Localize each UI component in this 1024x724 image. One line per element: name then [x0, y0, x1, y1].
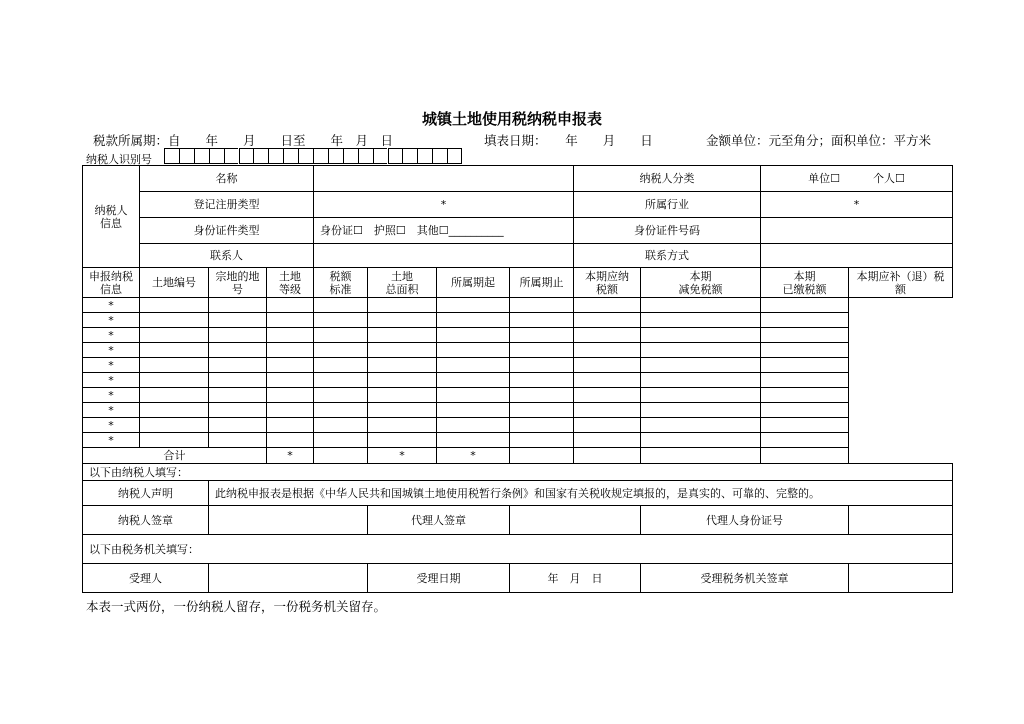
tin-digit-box[interactable] — [373, 148, 388, 164]
declaration-cell[interactable] — [368, 418, 437, 433]
column-header: 本期 减免税额 — [641, 268, 761, 298]
declaration-cell[interactable] — [368, 433, 437, 448]
total-mark-cell[interactable]: * — [437, 448, 510, 464]
column-header: 土地 总面积 — [368, 268, 437, 298]
declaration-cell[interactable] — [314, 373, 368, 388]
declaration-cell[interactable] — [368, 373, 437, 388]
declaration-cell[interactable] — [641, 343, 761, 358]
declaration-cell[interactable] — [510, 358, 574, 373]
name-label: 名称 — [140, 166, 314, 192]
contact-field[interactable] — [314, 244, 574, 268]
category-label: 纳税人分类 — [574, 166, 761, 192]
declaration-cell[interactable] — [368, 343, 437, 358]
declaration-cell[interactable] — [140, 358, 209, 373]
land-number-cell[interactable]: * — [83, 358, 140, 373]
tin-digit-box[interactable] — [209, 148, 224, 164]
declaration-cell[interactable] — [209, 388, 267, 403]
taxpayer-sign-field[interactable] — [209, 506, 368, 535]
declaration-cell[interactable] — [574, 358, 641, 373]
agent-sign-field[interactable] — [510, 506, 641, 535]
reg-type-label: 登记注册类型 — [140, 192, 314, 218]
declaration-cell[interactable] — [209, 298, 267, 313]
total-mark-cell[interactable]: * — [368, 448, 437, 464]
declaration-cell[interactable] — [140, 418, 209, 433]
declaration-form-table — [82, 165, 953, 593]
tin-digit-box[interactable] — [447, 148, 462, 164]
footnote: 本表一式两份，一份纳税人留存，一份税务机关留存。 — [86, 599, 387, 614]
receive-date-field[interactable]: 年 月 日 — [510, 564, 641, 593]
tin-digit-box[interactable] — [432, 148, 447, 164]
category-options[interactable]: 单位☐ 个人☐ — [761, 166, 953, 192]
tin-digit-box[interactable] — [239, 148, 254, 164]
declaration-cell[interactable] — [437, 433, 510, 448]
tin-digit-box[interactable] — [224, 148, 239, 164]
declaration-cell[interactable] — [641, 358, 761, 373]
declaration-cell[interactable] — [314, 418, 368, 433]
declaration-cell[interactable] — [510, 433, 574, 448]
tin-digit-box[interactable] — [402, 148, 417, 164]
declaration-cell[interactable] — [368, 358, 437, 373]
land-number-cell[interactable]: * — [83, 373, 140, 388]
reg-type-field[interactable]: * — [314, 192, 574, 218]
column-header: 宗地的地 号 — [209, 268, 267, 298]
declaration-row — [83, 373, 953, 388]
fill-date: 填表日期： 年 月 日 — [484, 133, 653, 148]
statement-label: 纳税人声明 — [83, 481, 209, 506]
declaration-cell[interactable] — [368, 298, 437, 313]
declaration-cell[interactable] — [314, 358, 368, 373]
declaration-cell[interactable] — [574, 373, 641, 388]
id-type-options[interactable]: 身份证☐ 护照☐ 其他☐__________ — [314, 218, 574, 244]
contact-method-field[interactable] — [761, 244, 953, 268]
tin-digit-box[interactable] — [194, 148, 209, 164]
land-number-cell[interactable]: * — [83, 418, 140, 433]
declaration-cell[interactable] — [437, 373, 510, 388]
land-number-cell[interactable]: * — [83, 313, 140, 328]
declaration-cell[interactable] — [574, 388, 641, 403]
declaration-cell[interactable] — [368, 403, 437, 418]
declaration-cell[interactable] — [140, 328, 209, 343]
declaration-cell[interactable] — [314, 343, 368, 358]
total-cell[interactable] — [574, 448, 641, 464]
id-no-label: 身份证件号码 — [574, 218, 761, 244]
declaration-cell[interactable] — [267, 418, 314, 433]
declaration-cell[interactable] — [140, 373, 209, 388]
agent-id-label: 代理人身份证号 — [641, 506, 849, 535]
declaration-row — [83, 313, 953, 328]
declaration-cell[interactable] — [761, 388, 849, 403]
declaration-cell[interactable] — [267, 298, 314, 313]
column-header: 本期 已缴税额 — [761, 268, 849, 298]
tin-digit-box[interactable] — [417, 148, 432, 164]
id-type-label: 身份证件类型 — [140, 218, 314, 244]
contact-method-label: 联系方式 — [574, 244, 761, 268]
declaration-cell[interactable] — [761, 313, 849, 328]
declaration-cell[interactable] — [761, 403, 849, 418]
receiver-label: 受理人 — [83, 564, 209, 593]
tin-digit-box[interactable] — [358, 148, 373, 164]
declaration-cell[interactable] — [510, 313, 574, 328]
agent-id-field[interactable] — [849, 506, 953, 535]
declaration-cell[interactable] — [267, 373, 314, 388]
declaration-row — [83, 388, 953, 403]
declaration-cell[interactable] — [761, 358, 849, 373]
declaration-cell[interactable] — [574, 403, 641, 418]
declaration-cell[interactable] — [641, 298, 761, 313]
column-header: 土地 等级 — [267, 268, 314, 298]
industry-label: 所属行业 — [574, 192, 761, 218]
declaration-cell[interactable] — [267, 388, 314, 403]
agent-sign-label: 代理人签章 — [368, 506, 510, 535]
tin-label: 纳税人识别号 — [86, 153, 152, 166]
declaration-cell[interactable] — [641, 313, 761, 328]
declaration-row — [83, 343, 953, 358]
authority-seal-label: 受理税务机关签章 — [641, 564, 849, 593]
total-mark-cell[interactable]: * — [267, 448, 314, 464]
receiver-field[interactable] — [209, 564, 368, 593]
declaration-cell[interactable] — [574, 313, 641, 328]
declaration-cell[interactable] — [314, 433, 368, 448]
declaration-cell[interactable] — [368, 313, 437, 328]
declaration-cell[interactable] — [641, 403, 761, 418]
declaration-cell[interactable] — [437, 328, 510, 343]
column-header: 本期应纳 税额 — [574, 268, 641, 298]
declaration-cell[interactable] — [314, 313, 368, 328]
declaration-cell[interactable] — [140, 433, 209, 448]
declaration-cell[interactable] — [437, 388, 510, 403]
declaration-cell[interactable] — [267, 343, 314, 358]
tin-digit-box[interactable] — [328, 148, 343, 164]
total-cell[interactable] — [641, 448, 761, 464]
land-number-cell[interactable]: * — [83, 388, 140, 403]
declaration-cell[interactable] — [641, 373, 761, 388]
declaration-cell[interactable] — [574, 433, 641, 448]
declaration-cell[interactable] — [209, 313, 267, 328]
declaration-cell[interactable] — [437, 403, 510, 418]
declaration-cell[interactable] — [641, 388, 761, 403]
declaration-cell[interactable] — [510, 328, 574, 343]
taxpayer-section-text: 纳税人 信息 — [94, 203, 128, 230]
declaration-cell[interactable] — [437, 358, 510, 373]
land-number-cell[interactable]: * — [83, 328, 140, 343]
contact-label: 联系人 — [140, 244, 314, 268]
column-header: 土地编号 — [140, 268, 209, 298]
declaration-cell[interactable] — [761, 418, 849, 433]
declaration-cell[interactable] — [510, 403, 574, 418]
declaration-cell[interactable] — [761, 373, 849, 388]
declaration-cell[interactable] — [140, 403, 209, 418]
declaration-cell[interactable] — [437, 298, 510, 313]
declaration-row — [83, 358, 953, 373]
declaration-cell[interactable] — [641, 433, 761, 448]
declaration-cell[interactable] — [510, 373, 574, 388]
land-number-cell[interactable]: * — [83, 403, 140, 418]
column-header: 本期应补（退）税 额 — [849, 268, 953, 298]
authority-seal-field[interactable] — [849, 564, 953, 593]
tin-digit-box[interactable] — [268, 148, 283, 164]
industry-field[interactable]: * — [761, 192, 953, 218]
declaration-row — [83, 403, 953, 418]
declaration-row — [83, 328, 953, 343]
declaration-row — [83, 298, 953, 313]
tin-digit-box[interactable] — [313, 148, 328, 164]
tin-digit-box[interactable] — [343, 148, 358, 164]
declaration-cell[interactable] — [574, 298, 641, 313]
declaration-cell[interactable] — [574, 328, 641, 343]
declaration-cell[interactable] — [574, 418, 641, 433]
declaration-cell[interactable] — [209, 358, 267, 373]
declaration-section-label — [83, 268, 140, 298]
declaration-row — [83, 418, 953, 433]
declaration-cell[interactable] — [209, 433, 267, 448]
declaration-cell[interactable] — [510, 298, 574, 313]
declaration-cell[interactable] — [209, 418, 267, 433]
taxpayer-section-label — [83, 166, 140, 268]
declaration-cell[interactable] — [510, 388, 574, 403]
declaration-cell[interactable] — [267, 358, 314, 373]
tin-digit-box[interactable] — [253, 148, 268, 164]
declaration-cell[interactable] — [314, 388, 368, 403]
id-no-field[interactable] — [761, 218, 953, 244]
declaration-cell[interactable] — [437, 418, 510, 433]
declaration-cell[interactable] — [267, 313, 314, 328]
taxpayer-sign-label: 纳税人签章 — [83, 506, 209, 535]
declaration-cell[interactable] — [314, 328, 368, 343]
declaration-cell[interactable] — [368, 388, 437, 403]
declaration-cell[interactable] — [761, 343, 849, 358]
declaration-cell[interactable] — [209, 373, 267, 388]
declaration-cell[interactable] — [140, 298, 209, 313]
units-note: 金额单位：元至角分；面积单位：平方米 — [706, 133, 932, 148]
declaration-cell[interactable] — [641, 418, 761, 433]
tin-digit-box[interactable] — [164, 148, 179, 164]
tin-digit-box[interactable] — [298, 148, 313, 164]
declaration-cell[interactable] — [761, 433, 849, 448]
column-header: 税额 标准 — [314, 268, 368, 298]
declaration-cell[interactable] — [437, 313, 510, 328]
declaration-cell[interactable] — [209, 403, 267, 418]
declaration-cell[interactable] — [140, 388, 209, 403]
statement-text: 此纳税申报表是根据《中华人民共和国城镇土地使用税暂行条例》和国家有关税收规定填报的，是真实的、可靠的、完整的。 — [209, 481, 953, 506]
land-number-cell[interactable]: * — [83, 343, 140, 358]
declaration-cell[interactable] — [267, 328, 314, 343]
declaration-cell[interactable] — [209, 328, 267, 343]
declaration-cell[interactable] — [267, 433, 314, 448]
total-cell[interactable] — [314, 448, 368, 464]
declaration-cell[interactable] — [437, 343, 510, 358]
declaration-row — [83, 433, 953, 448]
declaration-cell[interactable] — [314, 403, 368, 418]
declaration-cell[interactable] — [140, 313, 209, 328]
total-cell[interactable] — [510, 448, 574, 464]
declaration-cell[interactable] — [314, 298, 368, 313]
declaration-cell[interactable] — [641, 328, 761, 343]
declaration-cell[interactable] — [368, 328, 437, 343]
taxpayer-fill-heading: 以下由纳税人填写： — [83, 464, 953, 481]
receive-date-label: 受理日期 — [368, 564, 510, 593]
tin-digit-box[interactable] — [179, 148, 194, 164]
declaration-cell[interactable] — [140, 343, 209, 358]
tin-digit-box[interactable] — [388, 148, 403, 164]
form-title: 城镇土地使用税纳税申报表 — [421, 110, 602, 128]
authority-heading: 以下由税务机关填写： — [83, 535, 953, 564]
name-field[interactable] — [314, 166, 574, 192]
column-header: 所属期起 — [437, 268, 510, 298]
tin-digit-box[interactable] — [283, 148, 298, 164]
land-number-cell[interactable]: * — [83, 298, 140, 313]
declaration-cell[interactable] — [510, 343, 574, 358]
declaration-section-text: 申报纳税 信息 — [89, 269, 133, 296]
declaration-cell[interactable] — [574, 343, 641, 358]
declaration-cell[interactable] — [761, 328, 849, 343]
declaration-cell[interactable] — [761, 298, 849, 313]
declaration-cell[interactable] — [267, 403, 314, 418]
declaration-cell[interactable] — [209, 343, 267, 358]
land-number-cell[interactable]: * — [83, 433, 140, 448]
declaration-cell[interactable] — [510, 418, 574, 433]
column-header: 所属期止 — [510, 268, 574, 298]
total-cell[interactable] — [761, 448, 849, 464]
tax-period: 税款所属期：自 年 月 日至 年 月 日 — [93, 133, 394, 148]
total-label: 合计 — [83, 448, 267, 464]
